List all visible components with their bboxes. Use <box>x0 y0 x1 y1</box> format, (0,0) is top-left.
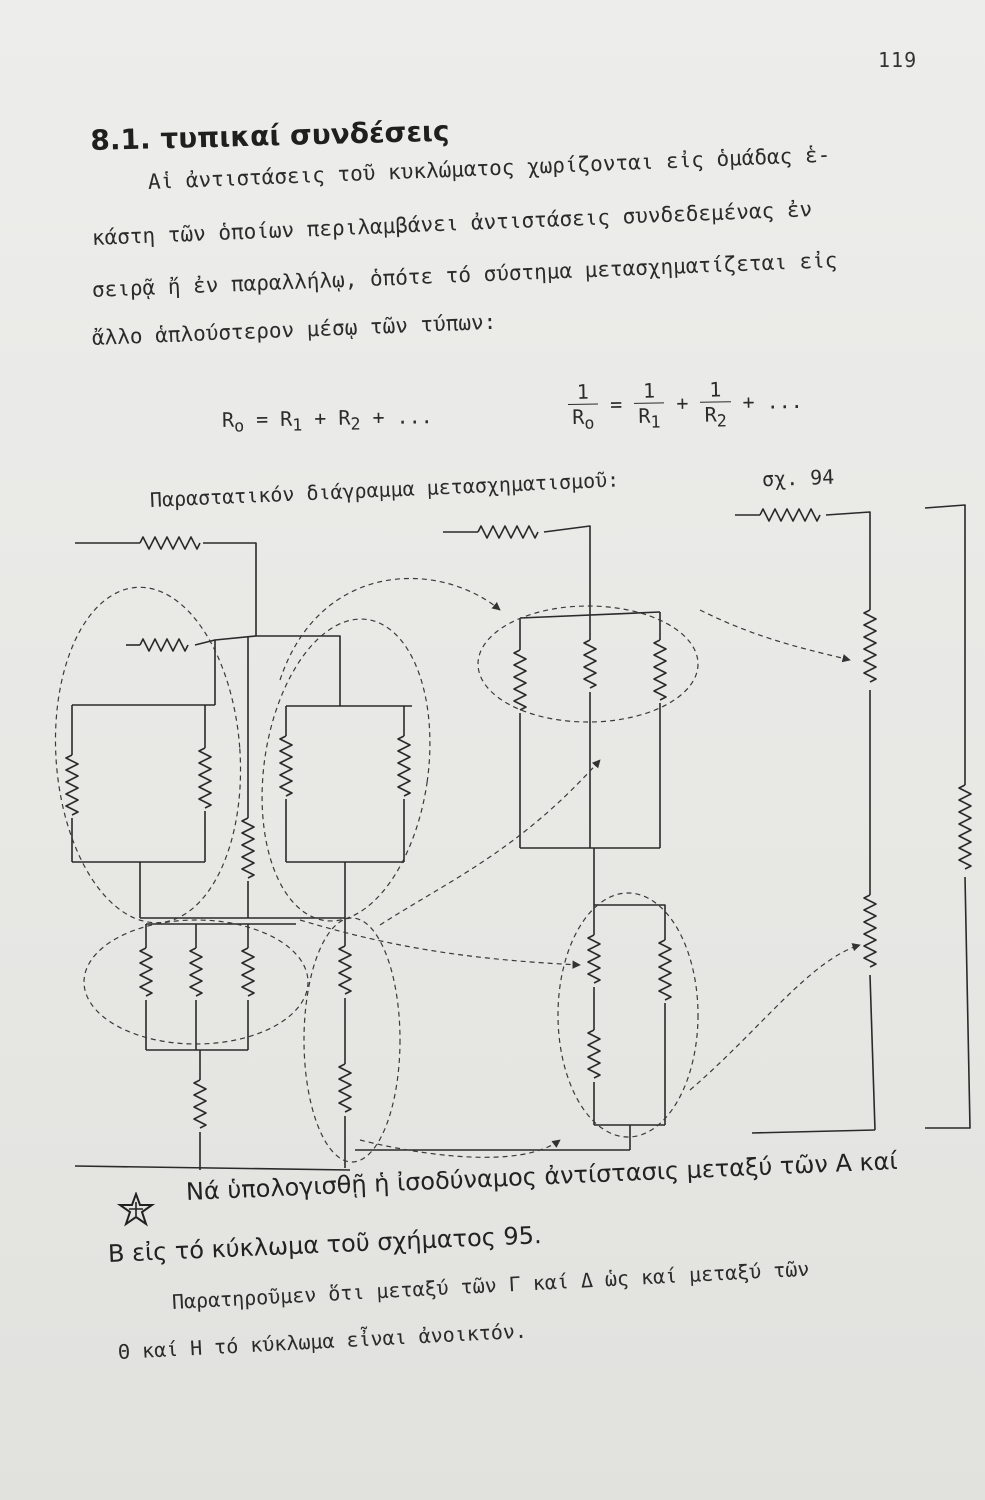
resistor-right-series-a <box>339 946 351 994</box>
exercise-line-1: Νά ὑπολογισθῇ ἡ ἰσοδύναμος ἀντίστασις μεταξύ τῶν Α καί <box>185 1146 899 1206</box>
paragraph-line-4: ἄλλο ἁπλούστερον μέσῳ τῶν τύπων: <box>91 309 497 350</box>
resistor-left-pair-b <box>199 748 211 808</box>
page-number: 119 <box>878 48 918 72</box>
circuit-wires <box>66 505 971 1170</box>
resistor-triple-a <box>140 948 152 996</box>
resistor-triple-b <box>190 948 202 996</box>
formula-series-lhs: R <box>221 407 235 432</box>
resistor-mid-lower-a <box>588 935 600 983</box>
formula-series-tail: + ... <box>360 404 433 430</box>
fraction-r2-numerator: 1 <box>700 377 731 403</box>
paragraph-line-2: κάστη τῶν ὁποίων περιλαμβάνει ἀντιστάσεις συνδεδεμένας ἐν <box>91 197 813 250</box>
resistor-right-top <box>760 509 820 521</box>
exercise-line-2: Β εἰς τό κύκλωμα τοῦ σχήματος 95. <box>107 1221 543 1268</box>
fraction-r0-numerator: 1 <box>568 380 599 406</box>
formula-parallel-eq: = <box>609 392 623 417</box>
resistor-mid-box-a <box>280 736 292 796</box>
arrow-to-right-top <box>700 610 850 660</box>
resistor-mid-lower-parallel <box>659 940 671 1000</box>
paragraph-line-1: Αἱ ἀντιστάσεις τοῦ κυκλώματος χωρίζονται εἰς ὁμάδας ἑ- <box>147 142 831 194</box>
group-right-series <box>304 918 400 1162</box>
group-left-pair <box>45 581 252 929</box>
resistor-right-series-b <box>339 1064 351 1112</box>
resistor-right-lower <box>864 895 876 967</box>
paragraph-line-3: σειρᾷ ἤ ἐν παραλλήλῳ, ὁπότε τό σύστημα μετασχηματίζεται εἰς <box>91 248 838 302</box>
resistor-far-right <box>959 785 971 869</box>
group-mid-box <box>244 608 449 932</box>
resistor-mid-lower-b <box>588 1030 600 1078</box>
grouping-loops <box>45 578 860 1162</box>
fraction-r1-den-sub: 1 <box>650 412 661 432</box>
formula-series-plus: + R <box>302 405 351 431</box>
formula-parallel-tail: + ... <box>742 388 803 415</box>
fraction-r1-den-r: R <box>638 403 651 428</box>
resistor-left-pair-a <box>66 755 78 815</box>
diagram-caption: Παραστατικόν διάγραμμα μετασχηματισμοῦ: <box>149 467 620 512</box>
fraction-r0-den-r: R <box>571 404 585 429</box>
figure-label: σχ. 94 <box>761 464 835 492</box>
formula-series-mid: = R <box>243 406 293 432</box>
resistor-mid-triple-a <box>514 650 526 710</box>
arrow-lower-to-middle <box>360 1140 560 1157</box>
arrow-to-right-lower <box>690 945 860 1090</box>
arrow-triple-to-mid-lower <box>300 920 580 965</box>
group-mid-triple <box>478 606 698 722</box>
section-heading: 8.1. τυπικαί συνδέσεις <box>90 114 450 157</box>
formula-parallel-plus: + <box>676 390 689 416</box>
resistor-triple-c <box>242 948 254 996</box>
resistor-bottom-left <box>194 1080 206 1128</box>
note-line-1: Παρατηροῦμεν ὅτι μεταξύ τῶν Γ καί Δ ὡς καί μεταξύ τῶν <box>171 1256 810 1314</box>
resistor-mid-triple-c <box>654 640 666 700</box>
fraction-r0-den-sub: o <box>584 413 595 433</box>
resistor-center-vertical <box>242 818 254 878</box>
formula-series-r2-sub: 2 <box>350 414 361 434</box>
resistor-left-second <box>140 639 188 651</box>
arrow-mid-to-middle <box>380 760 600 925</box>
group-mid-lower <box>558 893 698 1137</box>
resistor-mid-triple-b <box>584 640 596 688</box>
resistor-mid-box-b <box>398 736 410 796</box>
formula-series-lhs-sub: o <box>233 416 245 436</box>
resistor-mid-top <box>478 526 538 538</box>
note-line-2: Θ καί Η τό κύκλωμα εἶναι ἀνοικτόν. <box>117 1318 528 1364</box>
resistor-right-upper <box>864 610 876 682</box>
resistor-left-top <box>140 537 200 549</box>
fraction-r2-den-sub: 2 <box>716 411 727 431</box>
fraction-r1-numerator: 1 <box>634 378 665 404</box>
star-outline-icon <box>116 1192 156 1228</box>
fraction-r2-den-r: R <box>704 402 717 427</box>
formula-series-r1-sub: 1 <box>292 415 303 435</box>
